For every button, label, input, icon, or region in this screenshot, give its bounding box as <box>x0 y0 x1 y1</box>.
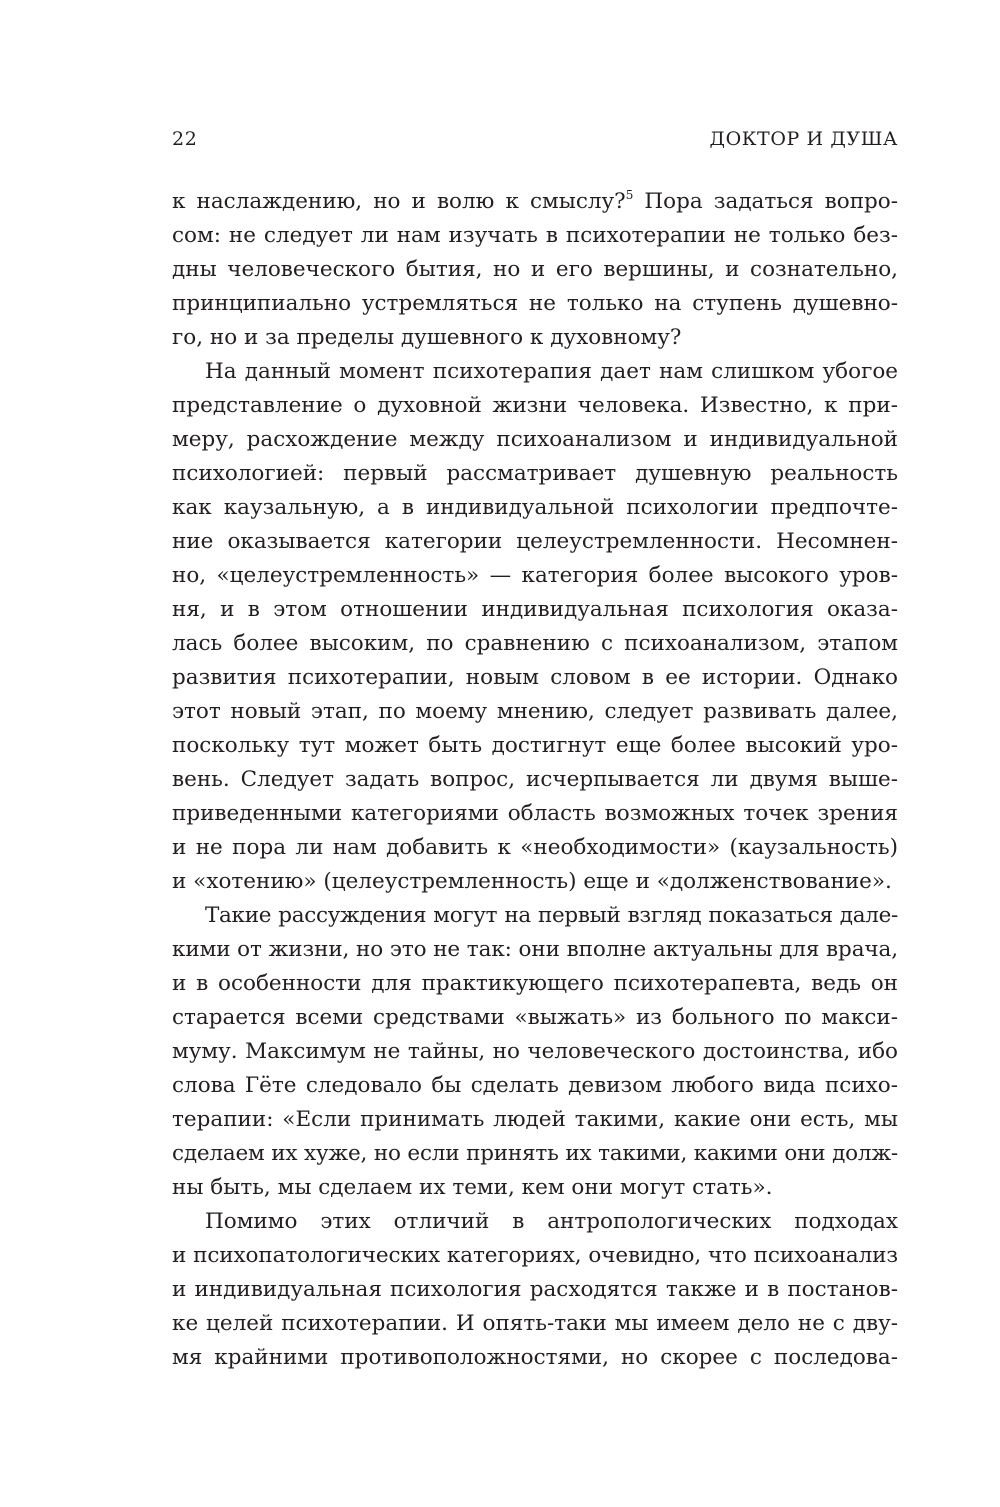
text-line: го, но и за пределы душевного к духовному? <box>172 325 682 350</box>
text-line: вень. Следует задать вопрос, исчерпывается ли двумя выше- <box>172 767 898 792</box>
text-line: и психопатологических категориях, очевидно, что психоанализ <box>172 1243 898 1268</box>
footnote-marker[interactable]: 5 <box>625 188 634 202</box>
text-line: как каузальную, а в индивидуальной психологии предпочте- <box>172 495 898 520</box>
paragraph <box>172 185 898 355</box>
text-line: ке целей психотерапии. И опять-таки мы имеем дело не с дву- <box>172 1311 898 1336</box>
text-line: сом: не следует ли нам изучать в психотерапии не только без- <box>172 223 898 248</box>
text-line: психологией: первый рассматривает душевную реальность <box>172 461 898 486</box>
text-line: ние оказывается категории целеустремленности. Несомнен- <box>172 529 898 554</box>
text-line: к наслаждению, но и волю к смыслу?$^5$ Пора задаться вопро- <box>172 188 899 214</box>
text-line: но, «целеустремленность» — категория более высокого уров- <box>172 563 898 588</box>
text-line: этот новый этап, по моему мнению, следует развивать далее, <box>172 699 898 724</box>
text-line: Помимо этих отличий в антропологических подходах <box>205 1209 898 1234</box>
paragraph <box>172 1205 898 1375</box>
text-line: принципиально устремляться не только на ступень душевно- <box>172 291 898 316</box>
text-line: старается всеми средствами «выжать» из больного по макси- <box>172 1005 898 1030</box>
text-line: и не пора ли нам добавить к «необходимости» (каузальность) <box>172 835 898 860</box>
paragraph <box>172 899 898 1205</box>
text-line: и индивидуальная психология расходятся также и в постанов- <box>172 1277 898 1302</box>
text-line: ня, и в этом отношении индивидуальная психология оказа- <box>172 597 898 622</box>
text-line: дны человеческого бытия, но и его вершины, и сознательно, <box>172 257 898 282</box>
text-line: сделаем их хуже, но если принять их такими, какими они долж- <box>172 1141 898 1166</box>
text-line: мя крайними противоположностями, но скорее с последова- <box>172 1345 898 1370</box>
text-line: терапии: «Если принимать людей такими, какие они есть, мы <box>172 1107 898 1132</box>
page-number: 22 <box>172 128 198 150</box>
paragraph <box>172 355 898 899</box>
text-line: На данный момент психотерапия дает нам слишком убогое <box>205 359 898 384</box>
text-line: лась более высоким, по сравнению с психоанализом, этапом <box>172 631 898 656</box>
body-text <box>172 185 898 1375</box>
text-line: кими от жизни, но это не так: они вполне актуальны для врача, <box>172 937 898 962</box>
text-line: и в особенности для практикующего психотерапевта, ведь он <box>172 971 898 996</box>
text-line: представление о духовной жизни человека. Известно, к при- <box>172 393 898 418</box>
book-title: ДОКТОР И ДУША <box>709 128 898 150</box>
text-line: приведенными категориями область возможных точек зрения <box>172 801 898 826</box>
text-line: муму. Максимум не тайны, но человеческого достоинства, ибо <box>172 1039 898 1064</box>
text-line: и «хотению» (целеустремленность) еще и «долженствование». <box>172 869 892 894</box>
text-line: развития психотерапии, новым словом в ее истории. Однако <box>172 665 898 690</box>
text-line: ны быть, мы сделаем их теми, кем они могут стать». <box>172 1175 773 1200</box>
text-line: слова Гёте следовало бы сделать девизом любого вида психо- <box>172 1073 898 1098</box>
text-line: меру, расхождение между психоанализом и индивидуальной <box>172 427 898 452</box>
running-header <box>172 128 898 158</box>
text-line: Такие рассуждения могут на первый взгляд показаться дале- <box>205 903 898 928</box>
text-line: поскольку тут может быть достигнут еще более высокий уро- <box>172 733 898 758</box>
